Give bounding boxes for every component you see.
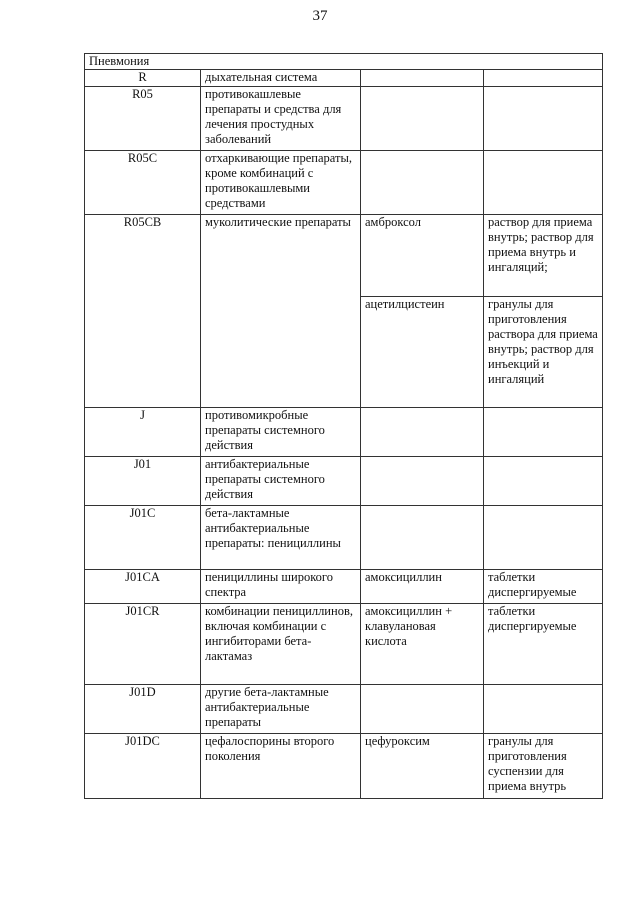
drug-name-cell: ацетилцистеин: [361, 297, 484, 408]
table-row: [85, 215, 603, 297]
group-name-cell: бета-лактамные антибактериальные препараты: пенициллины: [201, 506, 361, 570]
table-row: [85, 87, 603, 151]
table-row: [85, 70, 603, 87]
atc-code-cell: R05: [85, 87, 201, 151]
drug-name-cell: [361, 506, 484, 570]
table-row: [85, 408, 603, 457]
table-row: [85, 506, 603, 570]
dosage-form-cell: [484, 408, 603, 457]
dosage-form-cell: таблетки диспергируемые: [484, 604, 603, 685]
dosage-form-cell: гранулы для приготовления суспензии для приема внутрь: [484, 734, 603, 799]
atc-code-cell: R05C: [85, 151, 201, 215]
atc-code-cell: J01CA: [85, 570, 201, 604]
atc-code-cell: R: [85, 70, 201, 87]
drug-table: [84, 53, 603, 799]
drug-name-cell: амброксол: [361, 215, 484, 297]
drug-name-cell: цефуроксим: [361, 734, 484, 799]
group-name-cell: другие бета-лактамные антибактериальные препараты: [201, 685, 361, 734]
atc-code-cell: J: [85, 408, 201, 457]
atc-code-cell: J01CR: [85, 604, 201, 685]
table-row: [85, 734, 603, 799]
group-name-cell: комбинации пенициллинов, включая комбинации с ингибиторами бета-лактамаз: [201, 604, 361, 685]
dosage-form-cell: [484, 87, 603, 151]
drug-name-cell: [361, 685, 484, 734]
drug-name-cell: амоксициллин + клавулановая кислота: [361, 604, 484, 685]
dosage-form-cell: [484, 685, 603, 734]
group-name-cell: дыхательная система: [201, 70, 361, 87]
atc-code-cell: J01: [85, 457, 201, 506]
table-row: [85, 570, 603, 604]
group-name-cell: противомикробные препараты системного действия: [201, 408, 361, 457]
group-name-cell: противокашлевые препараты и средства для лечения простудных заболеваний: [201, 87, 361, 151]
atc-code-cell: R05CB: [85, 215, 201, 408]
drug-name-cell: [361, 408, 484, 457]
page-number: 37: [312, 8, 328, 24]
table-row: [85, 457, 603, 506]
group-name-cell: муколитические препараты: [201, 215, 361, 408]
dosage-form-cell: таблетки диспергируемые: [484, 570, 603, 604]
table-row: [85, 604, 603, 685]
atc-code-cell: J01D: [85, 685, 201, 734]
table-row: [85, 151, 603, 215]
dosage-form-cell: [484, 70, 603, 87]
table-title: Пневмония: [85, 54, 603, 70]
table-row: [85, 685, 603, 734]
atc-code-cell: J01C: [85, 506, 201, 570]
table-title-row: [85, 54, 603, 70]
drug-name-cell: амоксициллин: [361, 570, 484, 604]
dosage-form-cell: [484, 457, 603, 506]
drug-name-cell: [361, 151, 484, 215]
group-name-cell: пенициллины широкого спектра: [201, 570, 361, 604]
dosage-form-cell: [484, 506, 603, 570]
group-name-cell: антибактериальные препараты системного действия: [201, 457, 361, 506]
dosage-form-cell: гранулы для приготовления раствора для приема внутрь; раствор для инъекций и ингаляций: [484, 297, 603, 408]
dosage-form-cell: раствор для приема внутрь; раствор для приема внутрь и ингаляций;: [484, 215, 603, 297]
group-name-cell: цефалоспорины второго поколения: [201, 734, 361, 799]
drug-name-cell: [361, 70, 484, 87]
dosage-form-cell: [484, 151, 603, 215]
drug-name-cell: [361, 457, 484, 506]
atc-code-cell: J01DC: [85, 734, 201, 799]
drug-name-cell: [361, 87, 484, 151]
group-name-cell: отхаркивающие препараты, кроме комбинаций с противокашлевыми средствами: [201, 151, 361, 215]
